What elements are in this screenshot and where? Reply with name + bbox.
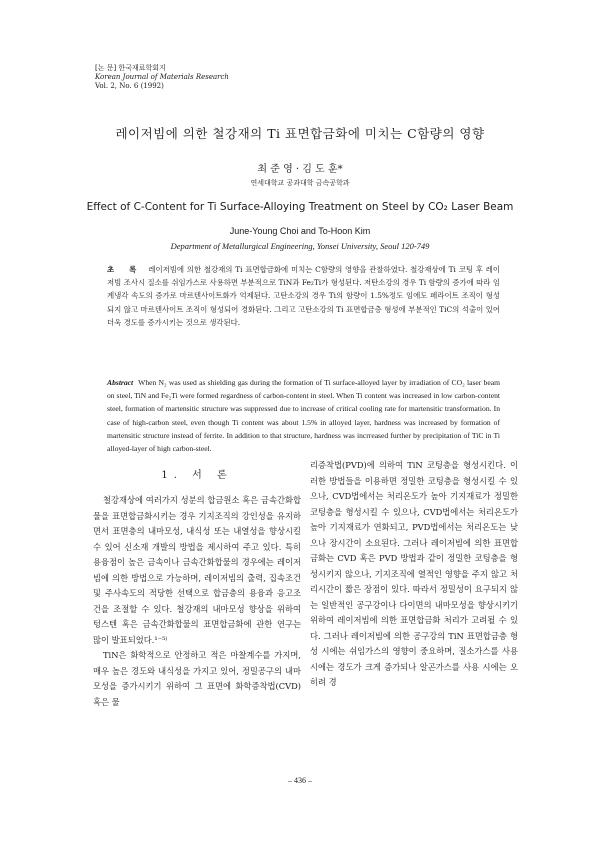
body-paragraph: 리증착법(PVD)에 의하여 TiN 코팅층을 형성시킨다. 이러한 방법들을 이용하면 정밀한 코팅층을 형성시킬 수 있으나, CVD법에서는 처리온도가 높아 기지재료가 정밀한 코팅층을 형성시킬 수 있으나, CVD법에서는 처리온도가 높아 기지재료가 연화되고, PVD법에서는 처리온도는 낮으나 장시간이 소요된다. 그러나 레이저빔에 의한 표면합금화는 CVD 혹은 PVD 방법과 같이 정밀한 코팅층을 형성시키지 않으나, 기지조직에 열적인 영향을 주지 않고 처리시간이 짧은 장점이 있다. 따라서 정밀성이 요구되지 않는 일반적인 공구강이나 다이면의 내마모성을 향상시키기 위하여 레이저빔에 의한 표면합금화 처리가 고려될 수 있다. 그러나 레이저빔에 의한 공구강의 TiN 표면합금층 형성 시에는 쉬임가스의 영향이 중요하며, 질소가스를 사용 시에는 경도가 크게 증가되나 알곤가스를 사용 시에는 오히려 경 xyxy=(310,460,518,687)
section-heading-introduction: 1. 서 론 xyxy=(161,470,233,481)
title-korean: 레이저빔에 의한 철강재의 Ti 표면합금화에 미치는 C함량의 영향 xyxy=(115,126,485,141)
journal-english-name: Korean Journal of Materials Research xyxy=(95,73,229,81)
abstract-korean-text: 레이저빔에 의한 철강재의 Ti 표면합금화에 미치는 C함량의 영향을 관찰하였다. 철강재상에 Ti 코팅 후 레이저빔 조사시 질소를 쉬임가스로 사용하면 부분적으로 TiN과 Fe₂Ti가 형성된다. 저탄소강의 경우 Ti 함량의 증가에 따라 임계냉각 속도의 증가로 마르텐사이트화가 억제된다. 고탄소강의 경우 Ti의 함량이 1.5%정도 임에도 페라이트 조직이 형성되지 않고 마르텐사이트 조직이 형성되어 경화된다. 그리고 고탄소강의 Ti 표면합금층 형성에 부분적인 TiC의 석출이 있어 더욱 경도를 증가시키는 것으로 생각된다. xyxy=(107,265,500,327)
body-paragraph: TiN은 화학적으로 안정하고 적은 마찰계수를 가지며, 매우 높은 경도와 내식성을 가지고 있어, 정밀공구의 내마모성을 증가시키기 위하여 그 표면에 화학증착법(CVD) 혹은 물 xyxy=(93,650,301,707)
abstract-english xyxy=(107,376,500,455)
journal-volume: Vol. 2, No. 6 (1992) xyxy=(95,82,164,90)
affiliation-english: Department of Metallurgical Engineering, Yonsei University, Seoul 120-749 xyxy=(170,241,430,251)
body-right-column xyxy=(310,458,518,691)
affiliation-korean: 연세대학교 공과대학 금속공학과 xyxy=(250,179,350,187)
abstract-korean-lead: 초 록 xyxy=(107,265,143,274)
body-paragraph: 철강재상에 여러가지 성분의 합금원소 혹은 금속간화합물을 표면합금화시키는 경우 기지조직의 강인성을 유지하면서 표면층의 내마모성, 내식성 또는 내열성을 향상시킬 수 있어 신소재 개발의 방법을 제시하여 주고 있다. 특히 용융점이 높은 금속이나 금속간화합물의 경우에는 레이저빔에 의한 방법으로 가능하며, 레이저빔의 출력, 집속조건 및 주사속도의 적당한 선택으로 합금층의 용융과 응고조건을 조절할 수 있다. 철강재의 내마모성 향상을 위하여 텅스텐 혹은 금속간화합물의 표면합금화에 관한 연구는 많이 발표되었다.¹⁻⁵⁾ xyxy=(93,495,301,645)
authors-english: June-Young Choi and To-Hoon Kim xyxy=(229,226,371,236)
abstract-english-lead: Abstract xyxy=(107,378,134,387)
abstract-korean xyxy=(107,263,500,329)
journal-header xyxy=(95,64,229,91)
title-english: Effect of C-Content for Ti Surface-Alloying Treatment on Steel by CO₂ Laser Beam xyxy=(86,201,514,213)
journal-korean-name: [논 문] 한국재료학회지 xyxy=(95,64,166,72)
page-number: – 436 – xyxy=(288,776,312,785)
body-left-column xyxy=(93,493,301,710)
authors-korean: 최 준 영 · 김 도 훈* xyxy=(257,164,343,175)
abstract-english-text: When N₂ was used as shielding gas during the formation of Ti surface-alloyed layer by irradiation of CO₂ laser beam on steel, TiN and Fe₂Ti were formed regardness of carbon-content in steel. When Ti content was increased in low carbon-content steel, formation of martensitic structure was suppressed due to increase of critical cooling rate for martensitic transformation. In case of high-carbon steel, even though Ti content was about 1.5% in alloyed layer, hardness was increased by formation of martensitic structure instead of ferrite. In addition to that structure, hardness was incrreased further by precipitation of TiC in Ti alloyed-layer of high carbon-steel. xyxy=(107,378,500,454)
